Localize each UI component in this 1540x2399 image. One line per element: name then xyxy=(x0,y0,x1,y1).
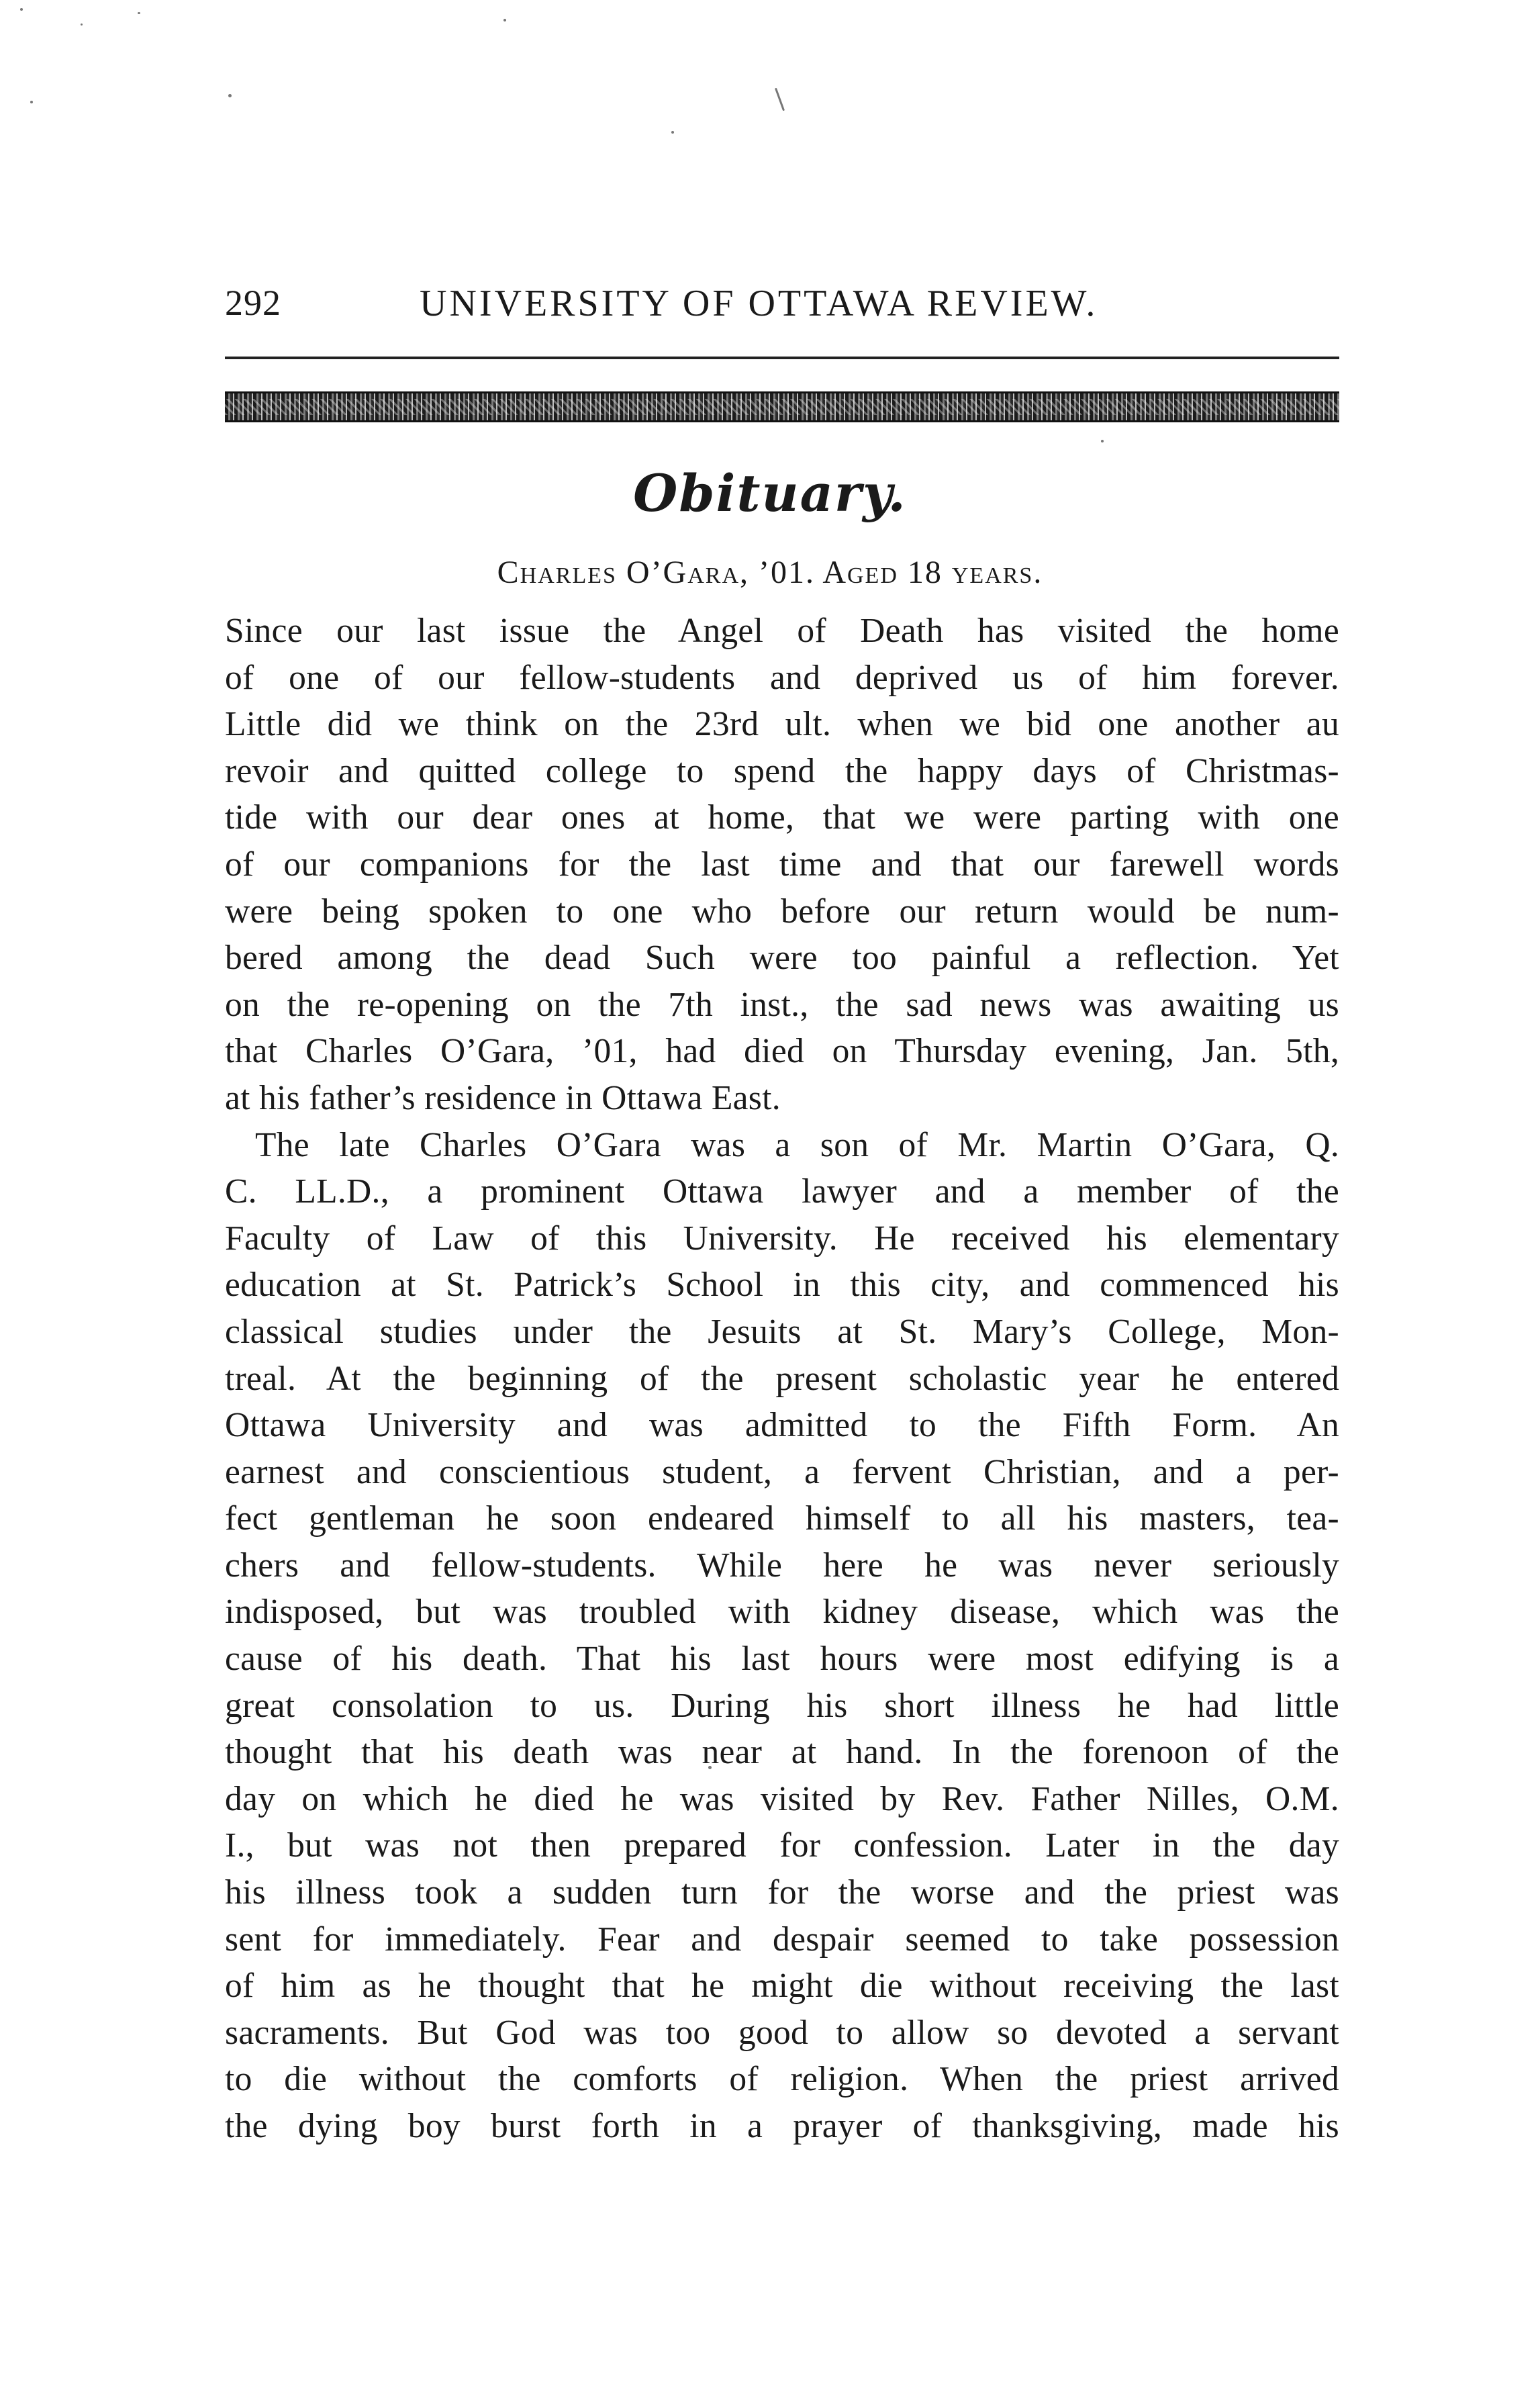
text-line: revoir and quitted college to spend the happy days of Christmas- xyxy=(225,751,1339,790)
text-line: bered among the dead Such were too painful a reflection. Yet xyxy=(225,939,1339,978)
text-line: earnest and conscientious student, a fervent Christian, and a per- xyxy=(225,1452,1339,1491)
text-line: fect gentleman he soon endeared himself to all his masters, tea- xyxy=(225,1499,1339,1538)
scan-speck xyxy=(30,101,33,103)
text-line: treal. At the beginning of the present scholastic year he entered xyxy=(225,1359,1339,1398)
page-header xyxy=(225,282,1339,336)
scan-speck xyxy=(503,19,506,21)
text-line: tide with our dear ones at home, that we were parting with one xyxy=(225,798,1339,837)
header-rule xyxy=(225,357,1339,359)
obituary-subheading: Charles O’Gara, ’01. Aged 18 years. xyxy=(497,555,1043,590)
text-line: Faculty of Law of this University. He received his elementary xyxy=(225,1219,1339,1258)
text-line: chers and fellow-students. While here he was never seriously xyxy=(225,1546,1339,1585)
text-line: C. LL.D., a prominent Ottawa lawyer and a member of the xyxy=(225,1172,1339,1211)
scan-speck xyxy=(228,94,232,97)
text-line: great consolation to us. During his short illness he had little xyxy=(225,1686,1339,1725)
text-line: that Charles O’Gara, ’01, had died on Thursday evening, Jan. 5th, xyxy=(225,1032,1339,1071)
text-line: day on which he died he was visited by Rev. Father Nilles, O.M. xyxy=(225,1779,1339,1818)
text-line: classical studies under the Jesuits at St. Mary’s College, Mon- xyxy=(225,1312,1339,1351)
scan-speck xyxy=(671,131,674,134)
text-line: to die without the comforts of religion. When the priest arrived xyxy=(225,2060,1339,2099)
section-heading: Obituary. xyxy=(633,463,907,523)
scan-speck xyxy=(775,88,785,111)
text-line: of our companions for the last time and that our farewell words xyxy=(225,845,1339,884)
text-line: cause of his death. That his last hours were most edifying is a xyxy=(225,1640,1339,1679)
scan-speck xyxy=(138,12,140,14)
text-line: were being spoken to one who before our return would be num- xyxy=(225,892,1339,931)
text-line: sent for immediately. Fear and despair seemed to take possession xyxy=(225,1920,1339,1959)
text-line: thought that his death was near at hand. In the forenoon of the xyxy=(225,1733,1339,1772)
scan-speck xyxy=(81,23,83,26)
text-line: his illness took a sudden turn for the worse and the priest was xyxy=(225,1873,1339,1912)
text-line: indisposed, but was troubled with kidney disease, which was the xyxy=(225,1593,1339,1632)
text-line: education at St. Patrick’s School in this city, and commenced his xyxy=(225,1266,1339,1305)
article-body xyxy=(225,608,1339,2150)
text-line: Ottawa University and was admitted to the Fifth Form. An xyxy=(225,1406,1339,1445)
text-line: sacraments. But God was too good to allow so devoted a servant xyxy=(225,2013,1339,2052)
ornamental-rule xyxy=(225,391,1339,422)
page-number: 292 xyxy=(225,283,281,323)
text-line: Since our last issue the Angel of Death has visited the home xyxy=(225,612,1339,650)
text-line: of him as he thought that he might die without receiving the last xyxy=(225,1967,1339,2006)
scan-speck xyxy=(1101,440,1104,442)
text-line: on the re-opening on the 7th inst., the sad news was awaiting us xyxy=(225,985,1339,1024)
text-line: the dying boy burst forth in a prayer of thanksgiving, made his xyxy=(225,2107,1339,2145)
journal-title: UNIVERSITY OF OTTAWA REVIEW. xyxy=(420,283,1098,324)
text-line: at his father’s residence in Ottawa East. xyxy=(225,1078,781,1117)
text-line: I., but was not then prepared for confession. Later in the day xyxy=(225,1826,1339,1865)
text-line: The late Charles O’Gara was a son of Mr. Martin O’Gara, Q. xyxy=(255,1125,1339,1164)
text-line: Little did we think on the 23rd ult. when we bid one another au xyxy=(225,705,1339,744)
text-line: of one of our fellow-students and deprived us of him forever. xyxy=(225,658,1339,697)
scan-speck xyxy=(20,8,23,11)
